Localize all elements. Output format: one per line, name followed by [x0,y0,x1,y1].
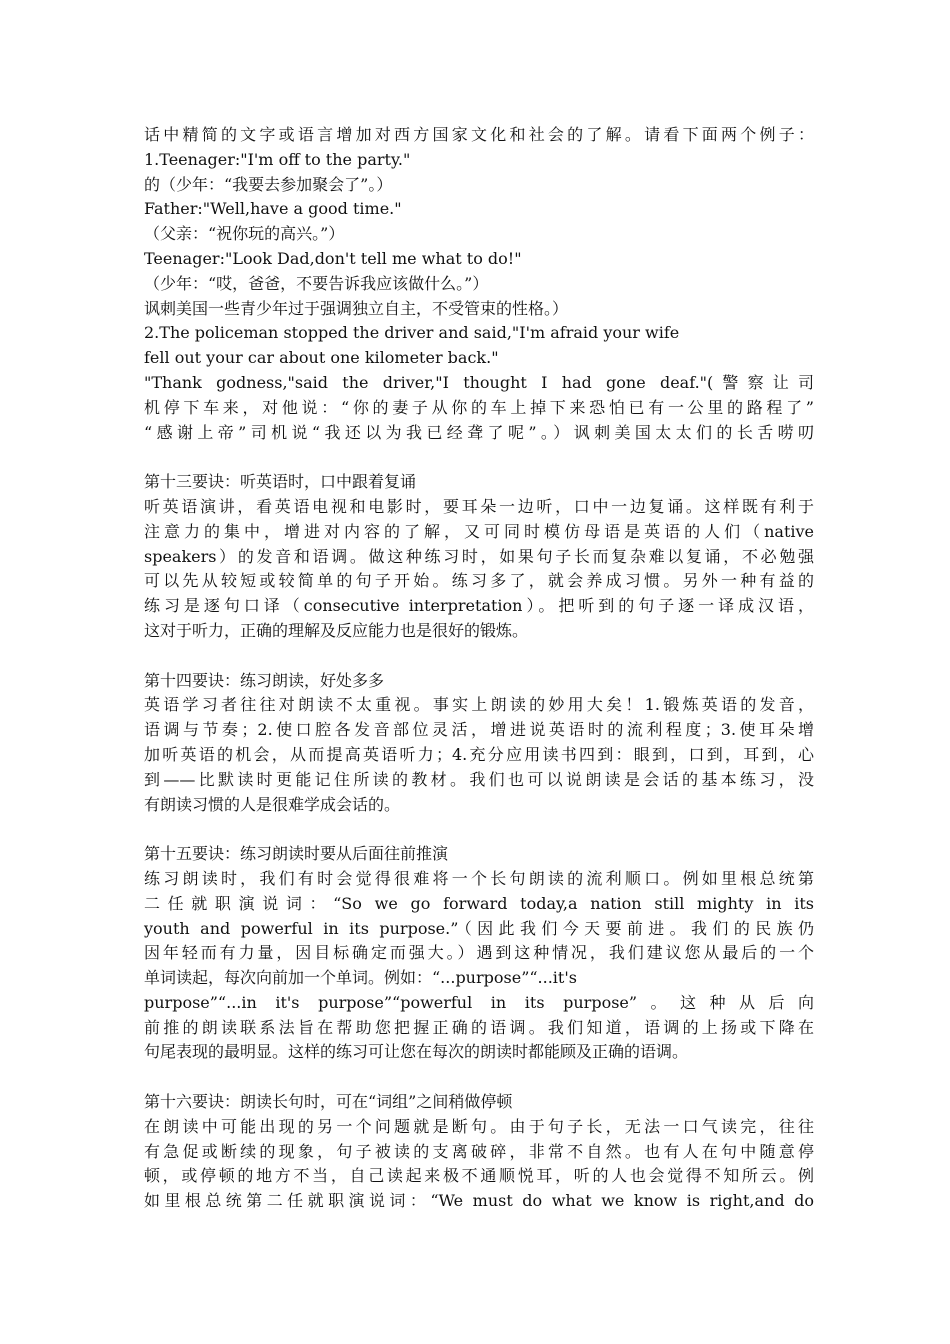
intro-block [144,123,814,445]
paragraph-gap [144,445,814,470]
text-line: 在朗读中可能出现的另一个问题就是断句。由于句子长，无法一口气读完，往往 [144,1116,814,1136]
text-line: 到——比默读时更能记住所读的教材。我们也可以说朗读是会话的基本练习，没 [144,769,814,789]
text-line: “感谢上帝”司机说“我还以为我已经聋了呢”。）讽刺美国太太们的长舌唠叨 [144,422,814,442]
text-line: （父亲：“祝你玩的高兴。”） [144,224,345,244]
text-line: 如里根总统第二任就职演说词：“We must do what we know is right,and do [144,1191,814,1211]
text-line: Teenager:"Look Dad,don't tell me what to do!" [144,248,522,268]
section-heading: 第十五要诀：练习朗读时要从后面往前推演 [144,844,449,864]
section-heading: 第十六要诀：朗读长句时，可在“词组”之间稍做停顿 [144,1092,513,1112]
text-line: 有朗读习惯的人是很难学成会话的。 [144,794,401,814]
section-13 [144,470,814,644]
section-14 [144,669,814,818]
document-page [144,123,814,1214]
text-line: 这对于听力，正确的理解及反应能力也是很好的锻炼。 [144,620,529,640]
text-line: youth and powerful in its purpose.”（因此我们今天要前进。我们的民族仍 [144,918,814,938]
text-line: 注意力的集中，增进对内容的了解，又可同时模仿母语是英语的人们（native [144,521,814,541]
text-line: 二任就职演说词：“So we go forward today,a nation still mighty in its [144,893,814,913]
text-line: Father:"Well,have a good time." [144,199,402,219]
paragraph-gap [144,1065,814,1090]
paragraph-gap [144,644,814,669]
text-line: 加听英语的机会，从而提高英语听力；4.充分应用读书四到：眼到，口到，耳到，心 [144,744,814,764]
text-line: 练习是逐句口译（consecutive interpretation）。把听到的句子逐一译成汉语， [144,596,814,616]
section-15 [144,842,814,1065]
section-16 [144,1090,814,1214]
text-line: 练习朗读时，我们有时会觉得很难将一个长句朗读的流利顺口。例如里根总统第 [144,868,814,888]
section-heading: 第十四要诀：练习朗读，好处多多 [144,670,385,690]
text-line: 讽刺美国一些青少年过于强调独立自主，不受管束的性格。） [144,298,569,318]
text-line: 听英语演讲，看英语电视和电影时，要耳朵一边听，口中一边复诵。这样既有利于 [144,496,814,516]
text-line: 的（少年：“我要去参加聚会了”。） [144,174,393,194]
text-line: 机停下车来，对他说：“你的妻子从你的车上掉下来恐怕已有一公里的路程了” [144,397,814,417]
section-heading: 第十三要诀：听英语时，口中跟着复诵 [144,472,417,492]
text-line: purpose”“...in it's purpose”“powerful in its purpose”。这种从后向 [144,992,814,1012]
text-line: 因年轻而有力量，因目标确定而强大。）遇到这种情况，我们建议您从最后的一个 [144,943,814,963]
text-line: 2.The policeman stopped the driver and said,"I'm afraid your wife [144,323,680,343]
text-line: fell out your car about one kilometer back." [144,348,499,368]
text-line: 句尾表现的最明显。这样的练习可让您在每次的朗读时都能顾及正确的语调。 [144,1042,689,1062]
text-line: 1.Teenager:"I'm off to the party." [144,149,411,169]
text-line: speakers）的发音和语调。做这种练习时，如果句子长而复杂难以复诵，不必勉强 [144,546,814,566]
text-line: 单词读起，每次向前加一个单词。例如：“...purpose”“...it's [144,968,577,988]
text-line: 前推的朗读联系法旨在帮助您把握正确的语调。我们知道，语调的上扬或下降在 [144,1017,814,1037]
text-line: 语调与节奏；2.使口腔各发音部位灵活，增进说英语时的流利程度；3.使耳朵增 [144,720,814,740]
text-line: 话中精简的文字或语言增加对西方国家文化和社会的了解。请看下面两个例子： [144,125,814,144]
text-line: （少年：“哎，爸爸，不要告诉我应该做什么。”） [144,273,489,293]
text-line: 可以先从较短或较简单的句子开始。练习多了，就会养成习惯。另外一种有益的 [144,571,814,591]
text-line: "Thank godness,"said the driver,"I thought I had gone deaf."(警察让司 [144,372,814,392]
paragraph-gap [144,817,814,842]
text-line: 英语学习者往往对朗读不太重视。事实上朗读的妙用大矣！1.锻炼英语的发音， [144,695,814,715]
text-line: 有急促或断续的现象，句子被读的支离破碎，非常不自然。也有人在句中随意停 [144,1141,814,1161]
text-line: 顿，或停顿的地方不当，自己读起来极不通顺悦耳，听的人也会觉得不知所云。例 [144,1166,814,1186]
